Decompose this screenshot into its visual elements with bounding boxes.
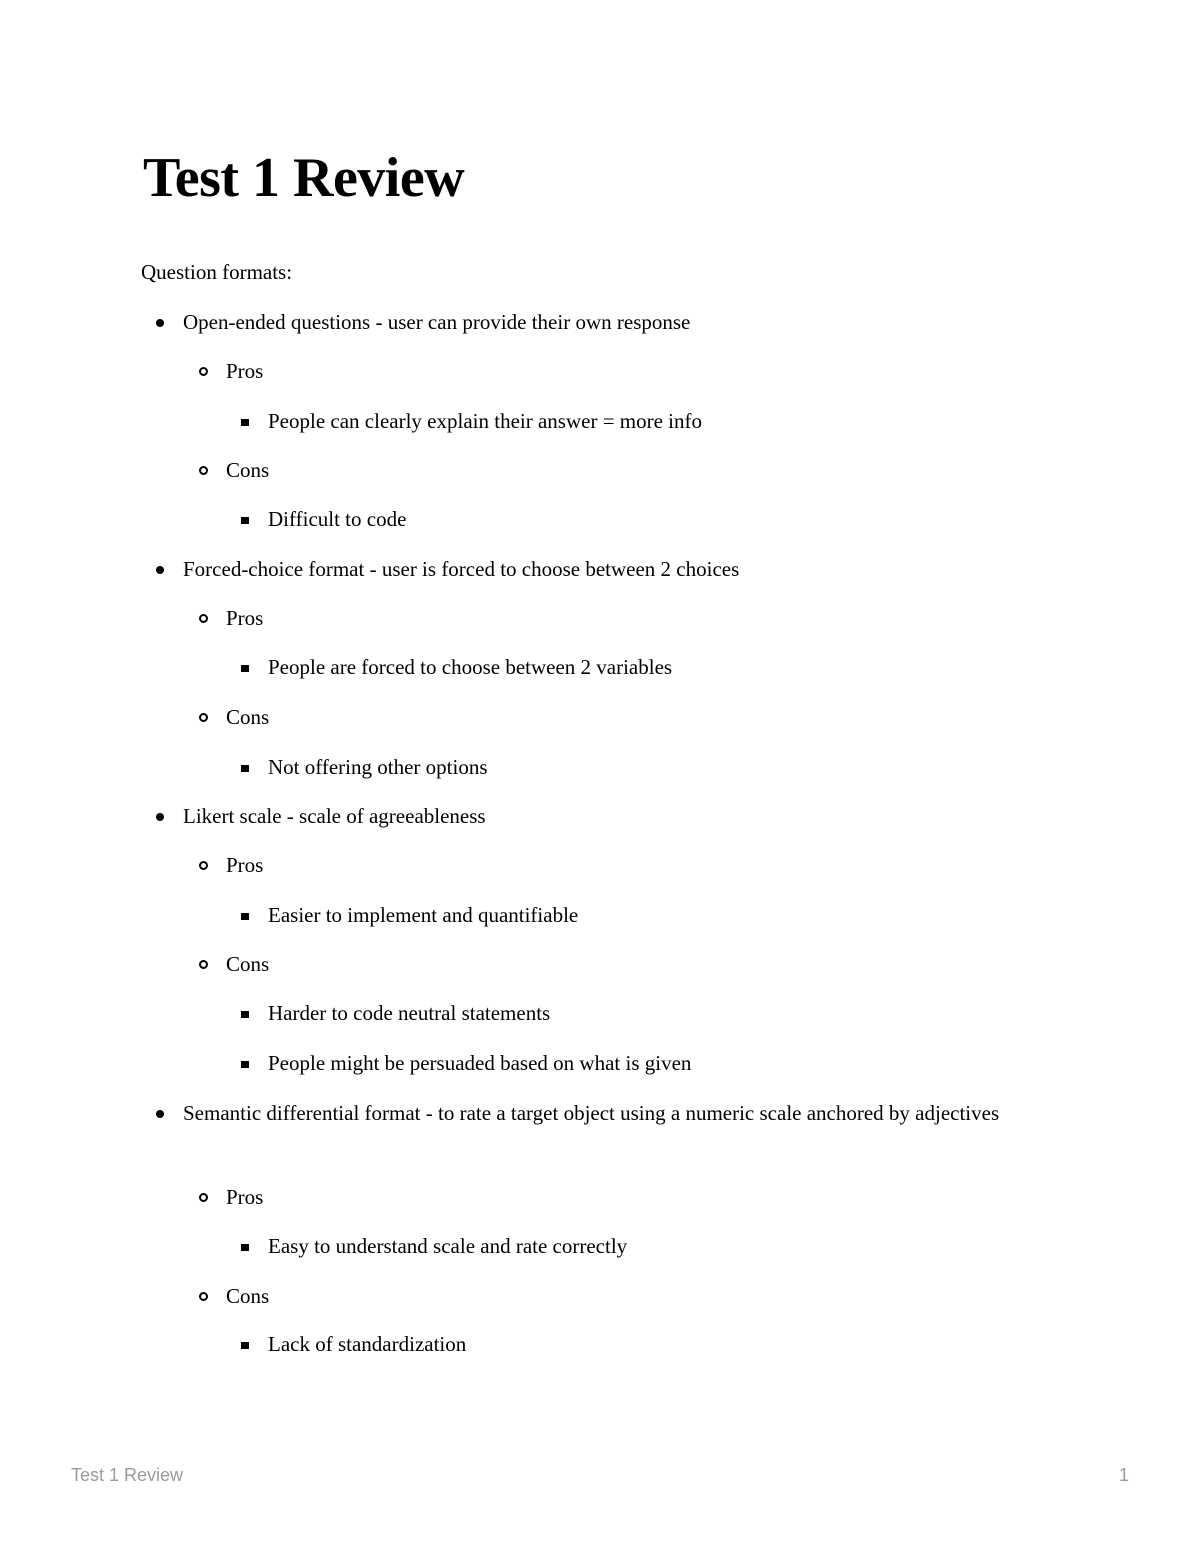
square-bullet-icon	[241, 1011, 249, 1018]
outline-item-text: Harder to code neutral statements	[268, 1001, 551, 1025]
square-bullet-icon	[241, 1342, 249, 1349]
outline-item-level-2	[226, 700, 1006, 735]
outline-item-text: Cons	[226, 705, 270, 729]
outline-item-text: Pros	[226, 359, 264, 383]
outline-item-text: Lack of standardization	[268, 1332, 467, 1356]
circle-bullet-icon	[199, 1292, 208, 1301]
square-bullet-icon	[241, 665, 249, 672]
outline-item-level-1	[183, 799, 1013, 834]
footer-doc-name: Test 1 Review	[71, 1465, 184, 1485]
outline-item-level-3	[268, 996, 1008, 1031]
outline-item-text: Open-ended questions - user can provide their own response	[183, 310, 691, 334]
disc-bullet-icon	[156, 566, 164, 574]
outline-item-text: Difficult to code	[268, 507, 407, 531]
outline-item-level-2	[226, 848, 1006, 883]
outline-item-level-3	[268, 650, 1008, 685]
outline-item-level-2	[226, 1180, 1006, 1215]
outline-item-level-2	[226, 354, 1006, 389]
outline-item-level-3	[268, 1327, 1008, 1362]
outline-item-text: Easy to understand scale and rate correctly	[268, 1234, 628, 1258]
outline-item-level-3	[268, 502, 1008, 537]
outline-item-level-2	[226, 1279, 1006, 1314]
outline-item-level-3	[268, 750, 1008, 785]
square-bullet-icon	[241, 419, 249, 426]
disc-bullet-icon	[156, 813, 164, 821]
outline-item-level-1	[183, 1096, 1013, 1131]
intro-text: Question formats:	[141, 260, 293, 284]
outline-item-text: People can clearly explain their answer = more info	[268, 409, 703, 433]
footer-page-number: 1	[1118, 1465, 1129, 1485]
outline-item-text: Cons	[226, 458, 270, 482]
square-bullet-icon	[241, 517, 249, 524]
outline-item-text: Easier to implement and quantifiable	[268, 903, 579, 927]
outline-item-level-3	[268, 1046, 1008, 1081]
circle-bullet-icon	[199, 466, 208, 475]
circle-bullet-icon	[199, 713, 208, 722]
outline-item-level-3	[268, 1229, 1008, 1264]
circle-bullet-icon	[199, 614, 208, 623]
circle-bullet-icon	[199, 960, 208, 969]
outline-item-text: Semantic differential format - to rate a target object using a numeric scale anchored by adjectives	[183, 1101, 1000, 1125]
outline-item-text: Likert scale - scale of agreeableness	[183, 804, 486, 828]
circle-bullet-icon	[199, 861, 208, 870]
square-bullet-icon	[241, 765, 249, 772]
outline-item-text: Not offering other options	[268, 755, 488, 779]
outline-item-text: Cons	[226, 952, 270, 976]
outline-item-text: Pros	[226, 606, 264, 630]
outline-item-level-3	[268, 898, 1008, 933]
outline-item-level-1	[183, 552, 1013, 587]
outline-item-text: Forced-choice format - user is forced to choose between 2 choices	[183, 557, 740, 581]
outline-item-text: Cons	[226, 1284, 270, 1308]
outline-item-text: People are forced to choose between 2 variables	[268, 655, 673, 679]
outline-item-level-2	[226, 453, 1006, 488]
page-title: Test 1 Review	[143, 147, 465, 209]
square-bullet-icon	[241, 1061, 249, 1068]
disc-bullet-icon	[156, 1110, 164, 1118]
outline-item-text: Pros	[226, 853, 264, 877]
outline-item-level-3	[268, 404, 1008, 439]
square-bullet-icon	[241, 1244, 249, 1251]
disc-bullet-icon	[156, 319, 164, 327]
outline-item-level-1	[183, 305, 1013, 340]
circle-bullet-icon	[199, 367, 208, 376]
outline-item-text: Pros	[226, 1185, 264, 1209]
outline-item-level-2	[226, 947, 1006, 982]
outline-item-text: People might be persuaded based on what is given	[268, 1051, 692, 1075]
square-bullet-icon	[241, 913, 249, 920]
circle-bullet-icon	[199, 1193, 208, 1202]
outline-item-level-2	[226, 601, 1006, 636]
